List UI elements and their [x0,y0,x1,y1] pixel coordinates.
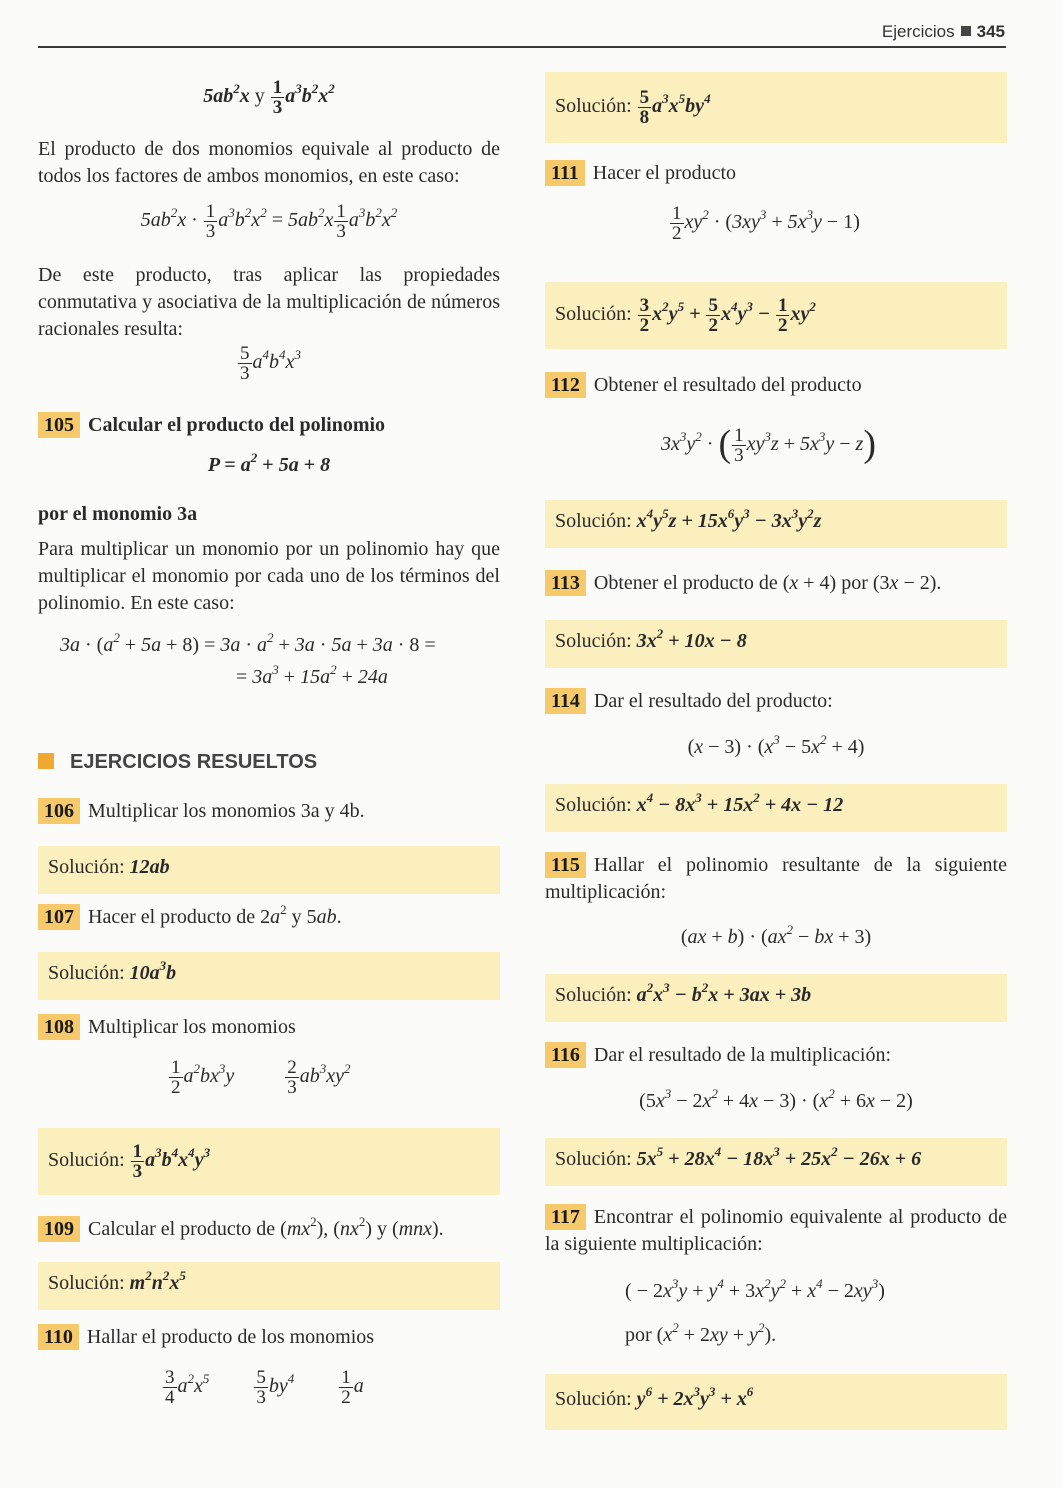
exercise-105-sub: por el monomio 3a [38,503,198,525]
exercise-number: 105 [38,412,80,438]
after-paragraph: De este producto, tras aplicar las propiedades conmutativa y asociativa de la multiplicación de números racionales resulta: [38,264,500,340]
solution-117: Solución: $y^6 + 2x^3y^3 + x^6$ [545,1374,1007,1430]
solution-109: Solución: $m^2n^2x^5$ [38,1262,500,1310]
solution-label: Solución: [48,1272,125,1294]
solution-label: Solución: [555,510,632,532]
solution-115: Solución: $a^2x^3 - b^2x + 3ax + 3b$ [545,974,1007,1022]
exercise-text: Obtener el resultado del producto [593,374,862,396]
solution-label: Solución: [48,1149,125,1172]
solution-label: Solución: [555,1388,632,1410]
exercise-114 [545,688,1007,715]
page-number: 345 [976,22,1005,41]
header-rule [38,46,1006,48]
solution-107: Solución: $10a^3b$ [38,952,500,1000]
exercise-107: 107 Hacer el producto de $2a^2$ y 5ab. [38,904,500,931]
monomials-110: $\frac{3}{4}$ $a^2x^5$ $\frac{5}{3}$ $by^4$ $\frac{1}{2}$ a [165,1367,364,1408]
exercise-text: Encontrar el polinomio equivalente al producto de la siguiente multiplicación: [545,1206,1007,1255]
header-section: Ejercicios [881,22,955,41]
exercise-112 [545,372,1007,399]
exercise-108 [38,1014,500,1041]
exercise-111 [545,160,1007,187]
polynomial-p: $P = a^2 + 5a + 8$ [207,450,331,476]
solution-label: Solución: [555,630,632,652]
section-title [38,751,500,774]
exercise-text: Hallar el producto de los monomios [86,1326,375,1348]
exercise-number: 115 [545,852,586,878]
exercise-115 [545,852,1007,906]
exercise-number: 112 [545,372,586,398]
exercise-113: 113 Obtener el producto de (x + 4) por (3x − 2). [545,570,1007,597]
page-header [882,22,1005,42]
exercise-number: 108 [38,1014,80,1040]
solution-110: Solución: $\frac{5}{8}$ $a^3x^5by^4$ [545,72,1007,143]
monomials-line: $5ab^2x$ y $\frac{1}{3}$ $a^3b^2x^2$ [203,77,335,118]
intro-paragraph: El producto de dos monomios equivale al producto de todos los factores de ambos monomios, en este caso: [38,138,500,187]
exercise-text: Hallar el polinomio resultante de la siguiente multiplicación: [545,854,1007,903]
monomials-108: $\frac{1}{2}$ $a^2bx^3y$ $\frac{2}{3}$ $ab^3xy^2$ [171,1057,351,1098]
product-equation: $5ab^2x$ · $\frac{1}{3}$ $a^3b^2x^2 = 5ab^2x$ $\frac{1}{3}$ $a^3b^2x^2$ [140,201,398,242]
exercise-title: Calcular el producto del polinomio [88,414,386,436]
solution-116: Solución: $5x^5 + 28x^4 - 18x^3 + 25x^2 - 26x + 6$ [545,1138,1007,1186]
solution-112: Solución: $x^4y^5z + 15x^6y^3 - 3x^3y^2z$ [545,500,1007,548]
exercise-text: Hacer el producto [592,162,737,184]
expression-115: $(ax + b) \cdot (ax^2$ − bx + 3) [680,922,872,948]
solution-111: Solución: $\frac{3}{2}$ $x^2y^5$ + $\frac{5}{2}$ $x^4y^3$ − $\frac{1}{2}$ $xy^2$ [545,282,1007,349]
exercise-number: 110 [38,1324,79,1350]
exercise-117 [545,1204,1007,1258]
distribution-line-2: = $3a^3 + 15a^2 + 24a$ [236,662,388,688]
exercise-text: Multiplicar los monomios 3a y 4b. [88,800,365,822]
exercise-number: 109 [38,1216,80,1242]
result-monomial: $\frac{5}{3}$ $a^4b^4x^3$ [240,343,301,384]
solution-label: Solución: [555,984,632,1006]
solution-label: Solución: [555,95,632,118]
expression-117-line-2: por $(x^2 + 2xy + y^2)$. [625,1320,777,1346]
exercise-105 [38,412,500,439]
solution-label: Solución: [555,303,632,326]
exercise-number: 113 [545,570,586,596]
solution-114: Solución: $x^4 - 8x^3 + 15x^2 + 4x - 12$ [545,784,1007,832]
solution-label: Solución: [48,856,125,878]
solution-113: Solución: $3x^2 + 10x - 8$ [545,620,1007,668]
exercise-109: 109 Calcular el producto de $(mx^2)$, $(nx^2)$ y (mnx). [38,1216,500,1243]
solution-label: Solución: [555,794,632,816]
exercise-text: Dar el resultado del producto: [593,690,833,712]
expression-116: $(5x^3 - 2x^2 + 4x - 3) \cdot (x^2 + 6x - 2)$ [639,1086,913,1112]
expression-111: $\frac{1}{2}$ $xy^2 \cdot (3xy^3 + 5x^3y - 1)$ [672,203,860,244]
orange-square-icon [38,753,54,769]
expression-117-line-1: ( − $2x^3y + y^4 + 3x^2y^2 + x^4 - 2xy^3$) [625,1276,885,1302]
solution-label: Solución: [48,962,125,984]
exercise-105-text: Para multiplicar un monomio por un polinomio hay que multiplicar el monomio por cada uno de los términos del polinomio. En este caso: [38,538,500,614]
exercise-number: 114 [545,688,586,714]
expression-112: $3x^3y^2$ · ( $\frac{1}{3}$ $xy^3z + 5x^3y - z$) [661,423,876,466]
solution-106: Solución: 12ab [38,846,500,894]
exercise-number: 117 [545,1204,586,1230]
exercise-106 [38,798,500,825]
distribution-line-1: $3a \cdot (a^2 + 5a + 8) = 3a \cdot a^2 + 3a \cdot 5a + 3a \cdot 8$ = [60,630,436,656]
exercise-text: Dar el resultado de la multiplicación: [593,1044,892,1066]
exercise-text: Multiplicar los monomios [88,1016,296,1038]
exercise-number: 107 [38,904,80,930]
solution-label: Solución: [555,1148,632,1170]
exercise-116 [545,1042,1007,1069]
exercise-number: 106 [38,798,80,824]
exercise-number: 111 [545,160,585,186]
square-icon [961,26,971,36]
solution-108: Solución: $\frac{1}{3}$ $a^3b^4x^4y^3$ [38,1128,500,1195]
section-title-text: EJERCICIOS RESUELTOS [70,751,318,773]
expression-114: $(x - 3) \cdot (x^3 - 5x^2 + 4)$ [687,732,865,758]
exercise-number: 116 [545,1042,586,1068]
exercise-110 [38,1324,500,1351]
